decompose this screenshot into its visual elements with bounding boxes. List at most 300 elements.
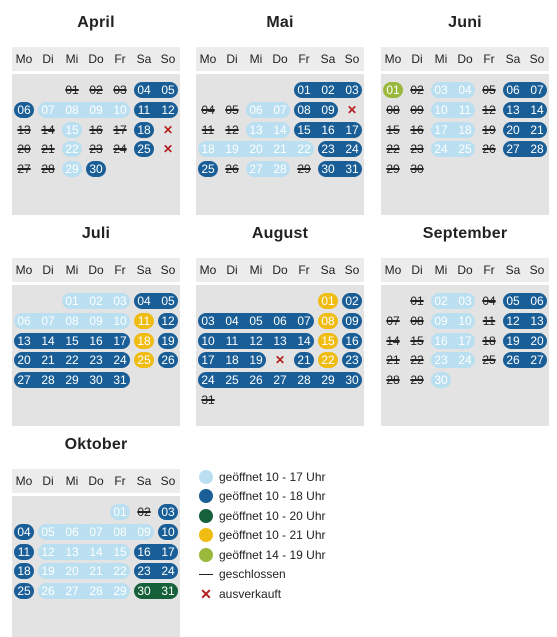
day-number: 15 [113,544,127,559]
day-cell [501,102,525,118]
day-number: 07 [41,102,55,117]
day-number: 27 [17,162,31,177]
day-number: 25 [137,142,151,157]
day-number: 09 [137,524,151,539]
day-number: 30 [410,162,424,177]
day-cell [60,102,84,118]
day-number: 07 [89,524,103,539]
day-cell [132,293,156,309]
day-number: 31 [201,393,215,407]
day-cell-closed [12,161,36,177]
month-title: Oktober [64,436,128,453]
day-number: 28 [530,142,544,157]
day-cell [220,141,244,157]
day-cell [429,352,453,368]
day-cell [453,82,477,98]
day-cell [36,102,60,118]
day-cell-closed [12,122,36,138]
day-number: 09 [434,313,448,328]
day-cell-closed [108,141,132,157]
day-cell [292,333,316,349]
day-cell [196,372,220,388]
day-cell [292,102,316,118]
day-cell [244,161,268,177]
day-number: 13 [65,544,79,559]
day-number: 20 [249,142,263,157]
day-cell [108,563,132,579]
legend-item [199,467,326,486]
day-number: 20 [530,333,544,348]
day-number: 27 [65,584,79,599]
day-number: 10 [201,333,215,348]
day-number: 02 [89,83,103,97]
weekday-label: Sa [136,474,152,488]
day-cell-closed [220,102,244,118]
day-cell [156,563,180,579]
day-number: 28 [89,584,103,599]
day-cell [12,583,36,599]
day-number: 22 [113,564,127,579]
day-cell-closed [477,313,501,329]
day-cell [132,122,156,138]
month-title: September [422,225,508,242]
day-cell-closed [36,141,60,157]
day-number: 26 [225,162,239,177]
day-cell [196,161,220,177]
day-number: 16 [410,122,424,137]
day-cell [340,313,364,329]
day-number: 08 [410,313,424,328]
day-cell [268,102,292,118]
day-cell-closed [405,102,429,118]
day-cell-closed [60,82,84,98]
day-number: 23 [434,353,448,368]
day-cell [292,352,316,368]
day-number: 17 [345,122,359,137]
day-cell-closed [405,141,429,157]
weekday-label: So [160,263,176,277]
day-number: 10 [113,313,127,328]
weekday-label: Do [88,474,104,488]
day-number: 14 [41,122,55,137]
day-number: 02 [410,83,424,97]
weekday-label: Mi [434,52,448,66]
weekday-header [12,258,180,282]
day-cell [12,544,36,560]
day-number: 18 [137,122,151,137]
day-cell [36,544,60,560]
day-number: 16 [89,333,103,348]
day-number: 25 [17,584,31,599]
day-number: 01 [321,294,335,308]
day-number: 24 [434,142,448,157]
day-cell [60,563,84,579]
day-cell [340,82,364,98]
day-number: 08 [386,102,400,117]
day-cell [156,544,180,560]
day-cell-closed [36,122,60,138]
day-cell [525,293,549,309]
day-cell [316,293,340,309]
day-cell [220,333,244,349]
day-number: 27 [17,373,31,388]
legend-label: ausverkauft [219,586,282,601]
day-cell [292,313,316,329]
day-number: 18 [225,353,239,368]
day-cell [244,122,268,138]
day-cell-closed [108,122,132,138]
day-number: 11 [137,313,151,328]
day-number: 15 [65,333,79,348]
weekday-label: So [160,474,176,488]
day-cell-closed [220,161,244,177]
day-cell [156,524,180,540]
day-cell [84,352,108,368]
day-cell [132,102,156,118]
day-cell-closed [477,333,501,349]
legend-item [199,526,326,545]
day-number: 11 [482,313,496,328]
weekday-label: Mi [249,52,263,66]
day-cell [132,544,156,560]
day-number: 08 [321,313,335,328]
weekday-label: Mo [15,52,33,66]
weekday-label: Sa [320,263,336,277]
day-cell [244,102,268,118]
day-cell [220,372,244,388]
weekday-label: Sa [136,52,152,66]
day-cell [84,583,108,599]
day-number: 19 [41,564,55,579]
weekday-label: Mo [199,52,217,66]
day-number: 12 [482,102,496,117]
day-number: 22 [65,353,79,368]
day-cell [108,583,132,599]
day-number: 12 [41,544,55,559]
weekday-label: Sa [505,52,521,66]
day-number: 24 [458,353,472,368]
day-cell [525,122,549,138]
day-number: 01 [65,294,79,308]
day-number: 15 [297,122,311,137]
day-number: 13 [17,122,31,137]
day-cell [132,583,156,599]
day-number: 18 [17,564,31,579]
legend-item [199,506,326,525]
weekday-label: Mo [15,474,33,488]
day-cell-closed [84,82,108,98]
day-cell-closed [220,122,244,138]
day-cell [525,333,549,349]
day-number: 24 [113,142,127,157]
day-number: 14 [273,122,287,137]
day-cell [316,122,340,138]
day-cell-closed [477,293,501,309]
day-cell [453,122,477,138]
day-cell [316,82,340,98]
day-cell [36,333,60,349]
day-number: 05 [506,294,520,308]
day-cell [60,161,84,177]
day-cell [84,524,108,540]
day-cell [132,524,156,540]
day-cell [429,122,453,138]
day-number: 11 [137,102,151,117]
day-number: 15 [410,333,424,348]
legend-label: geöffnet 10 - 17 Uhr [219,469,326,484]
day-number: 27 [506,142,520,157]
day-cell [316,161,340,177]
weekday-label: Mi [249,263,263,277]
day-number: 21 [41,142,55,157]
day-number: 11 [458,102,472,117]
day-cell [108,372,132,388]
day-number: 15 [386,122,400,137]
day-cell [196,141,220,157]
day-cell [156,352,180,368]
legend-label: geöffnet 14 - 19 Uhr [219,547,326,562]
weekday-label: Fr [114,263,126,277]
day-number: 02 [89,294,103,308]
day-number: 29 [386,162,400,177]
day-cell [156,333,180,349]
day-number: 26 [41,584,55,599]
day-number: 03 [458,294,472,308]
day-cell [268,372,292,388]
day-cell [453,313,477,329]
day-number: 05 [161,294,175,308]
day-number: 02 [434,294,448,308]
day-number: 30 [89,162,103,177]
weekday-header [381,47,549,71]
day-cell [429,293,453,309]
day-number: 11 [201,122,215,137]
day-number: 04 [458,83,472,97]
day-number: 14 [41,333,55,348]
day-cell [316,102,340,118]
day-number: 21 [41,353,55,368]
day-number: 17 [458,333,472,348]
day-number: 22 [321,353,335,368]
weekday-label: Di [226,263,238,277]
day-cell-closed [405,82,429,98]
day-cell [156,82,180,98]
day-number: 17 [161,544,175,559]
weekday-label: Di [42,474,54,488]
day-cell-closed [477,102,501,118]
day-number: 12 [225,122,239,137]
weekday-label: So [160,52,176,66]
day-cell [525,352,549,368]
weekday-label: Sa [320,52,336,66]
weekday-label: So [529,52,545,66]
day-number: 30 [434,373,448,388]
weekday-label: Do [457,52,473,66]
weekday-label: Mo [384,52,402,66]
legend-label: geöffnet 10 - 20 Uhr [219,508,326,523]
weekday-label: Do [272,263,288,277]
legend-item [199,584,281,603]
day-number: 18 [458,122,472,137]
day-cell-closed [405,293,429,309]
day-number: 25 [458,142,472,157]
day-cell-closed [381,372,405,388]
day-number: 04 [201,102,215,117]
day-cell [36,352,60,368]
day-cell [525,141,549,157]
day-cell-closed [381,313,405,329]
day-number: 06 [249,102,263,117]
day-number: 27 [530,353,544,368]
day-number: 10 [161,524,175,539]
day-cell-closed [108,82,132,98]
day-cell [244,333,268,349]
day-cell [268,313,292,329]
day-number: 21 [89,564,103,579]
day-number: 03 [161,505,175,519]
day-cell [196,352,220,368]
day-number: 09 [321,102,335,117]
day-cell [60,141,84,157]
legend-item [199,487,326,506]
day-cell-closed [84,141,108,157]
weekday-header [196,258,364,282]
day-number: 29 [410,373,424,388]
day-cell [244,372,268,388]
day-cell [84,372,108,388]
day-number: 12 [506,313,520,328]
day-number: 17 [113,122,127,137]
month-title: April [77,14,115,31]
day-number: 07 [386,313,400,328]
day-number: 28 [297,373,311,388]
day-number: 20 [506,122,520,137]
day-cell [12,333,36,349]
day-cell [12,563,36,579]
day-cell [36,524,60,540]
day-cell [60,313,84,329]
day-cell [84,544,108,560]
day-cell [292,82,316,98]
day-number: 01 [410,294,424,308]
day-cell [340,141,364,157]
day-cell [36,563,60,579]
day-number: 22 [386,142,400,157]
day-number: 29 [297,162,311,177]
day-number: 08 [65,313,79,328]
day-number: 01 [65,83,79,97]
day-number: 30 [321,162,335,177]
day-cell [316,372,340,388]
day-cell [525,82,549,98]
day-number: 04 [17,524,31,539]
day-cell [108,102,132,118]
color-dot-icon [199,470,213,484]
weekday-header [196,47,364,71]
day-cell [501,141,525,157]
day-cell-closed [405,352,429,368]
day-number: 10 [434,102,448,117]
day-cell [244,313,268,329]
day-cell [60,372,84,388]
day-number: 29 [321,373,335,388]
day-cell [453,141,477,157]
day-number: 14 [89,544,103,559]
weekday-label: Mi [65,52,79,66]
day-number: 07 [530,83,544,97]
day-grid [12,285,180,426]
day-number: 13 [17,333,31,348]
day-cell-closed [84,122,108,138]
weekday-label: Mo [384,263,402,277]
day-number: 27 [273,373,287,388]
day-number: 21 [273,142,287,157]
day-cell-closed [381,333,405,349]
day-cell-soldout [268,352,292,368]
day-number: 25 [225,373,239,388]
day-number: 28 [41,162,55,177]
day-number: 17 [201,353,215,368]
day-number: 22 [297,142,311,157]
day-number: 15 [321,333,335,348]
color-dot-icon [199,548,213,562]
day-cell [84,161,108,177]
day-cell [132,563,156,579]
day-number: 28 [273,162,287,177]
weekday-label: Mo [15,263,33,277]
day-cell [316,352,340,368]
day-cell [36,372,60,388]
day-number: 04 [225,313,239,328]
day-number: 21 [530,122,544,137]
day-cell [60,293,84,309]
day-cell [453,352,477,368]
day-cell-closed [477,82,501,98]
day-cell [429,82,453,98]
color-dot-icon [199,528,213,542]
day-cell [429,313,453,329]
day-number: 06 [17,313,31,328]
day-number: 24 [345,142,359,157]
day-cell-closed [405,161,429,177]
weekday-label: Do [88,52,104,66]
day-cell-closed [12,141,36,157]
weekday-label: Sa [505,263,521,277]
day-cell [156,583,180,599]
day-number: 05 [161,83,175,97]
day-cell [108,313,132,329]
weekday-label: Fr [114,474,126,488]
day-number: 09 [89,313,103,328]
day-cell [340,161,364,177]
weekday-label: Fr [483,52,495,66]
day-cell [196,313,220,329]
day-cell [316,333,340,349]
day-number: 30 [137,584,151,599]
day-cell-closed [381,161,405,177]
legend-item [199,565,286,584]
day-cell [340,333,364,349]
day-number: 05 [482,83,496,97]
day-number: 12 [161,102,175,117]
day-cell-closed [477,122,501,138]
day-cell [268,122,292,138]
day-cell [84,313,108,329]
day-number: 12 [161,313,175,328]
day-cell [60,333,84,349]
day-number: 22 [65,142,79,157]
day-number: 04 [482,294,496,308]
